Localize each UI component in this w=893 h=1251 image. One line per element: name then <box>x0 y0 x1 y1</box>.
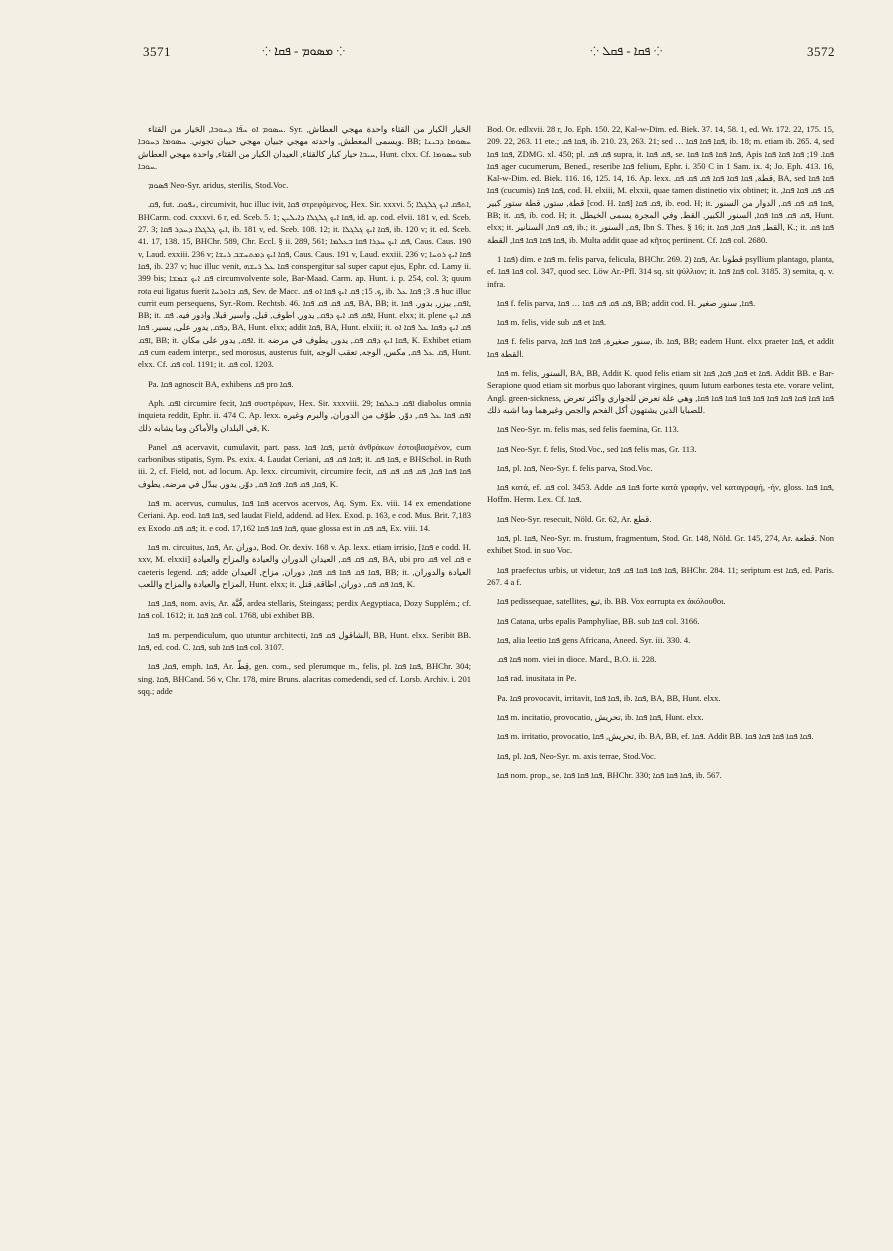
dictionary-entry: ܦܩܐ f. felis parva, سنور صغيرة, ܦܩܐ ܦܩܐ ܦܩܐ, ib. ܦܩܐ, BB; eadem Hunt. elxx praeter ܦܩܐ, et addit القطة ܦܩܐ. <box>487 336 834 359</box>
dictionary-entry: Bod. Or. edlxvii. 28 r, Jo. Eph. 150. 22, Kal-w-Dim. ed. Biek. 37. 14, 58. 1, ed. Wr. 172. 22, 175. 15, 209. 22, 263. 11 ete.; ܦܩܐ ܦܩ, ib. 210. 23, 263. 21; sed … ܦܩܐ ܦܩܐ ܦܩܐ, ib. 18; m. etiam ib. 265. 4, sed ܦܩܐ ܦܩܐ, ZDMG. xl. 450; pl. ܦܩ ܦܩ supra, it. ܦܩ ܦܩܐ, se. ܦܩܐ ܦܩܐ ܦܩܐ ܦܩܐ, Apis ܦܩܐ. 19; ܦܩܐ ܦܩܐ ܦܩܐ ܦܩܐ ager cucumerum, Bened., reseribe ܦܩܐ felium, Ephr. i. 350 C in 1 Sam. ix. 4; Jo. Eph. 413. 16, Kal-w-Dim. ed. Biek. 116. 16, 125. 14, 16. Ap. lexx. قطة, ܦܩܐ ܦܩܐ ܦܩܐ ܦܩ ܦܩ ܦܩ, BA, sed ܦܩܐ ܦܩܐ ܦܩܐ (cucumis) ܦܩܐ ܦܩܐ, cod. H. elxiii, M. elxxii, quae tamen distinetio vix obtinet; it. ܦܩ ܦܩ ܦܩܐ ܦܩܐ, قطة, ستور, قطة ستور كبير [cod. H. ܦܩܐ] ܦܩ ܦܩܐ, ib. eod. H; it. ܦܩܐ ܦܩ ܦܩ ܦܩ, الدوار من السنور, BB; it. ܦܩ, ib. cod. H; it. ܦܩ ܦܩ ܦܩܐ ܦܩܐ, السنور الكبير, القط, وفي المجرة يسمى الخيطل, Hunt. elxx; it. ܦܩ ܦܩܐ, السنانير, ib.; it. ܦܩ, السنور, Ibn S. Thes. § 16; it. القط, ܦܩܐ, ܦܩܐ, ܦܩܐ, K.; it. ܦܩܐ ܦܩ ܦܩܐ ܦܩܐ ܦܩܐ ܦܩܐ, القطة, ib. Multa addit quae ad κῆτος pertinent. Cf. ܦܩܐ col. 2680. <box>487 124 834 245</box>
dictionary-entry: Pa. ܦܩܐ agnoscit BA, exhibens ܦܩ pro ܦܩܐ. <box>148 378 294 389</box>
left-column <box>138 123 471 1233</box>
dictionary-entry: ܦܩܐ m. circuitus, ܦܩܐ, Ar. دوران, Bod. Or. dexiv. 168 v. Ap. lexx. etiam irrisio, [ܦܩܐ e codd. H. xxv, M. elxxii] ܦܩ ܦܩ ܦܩ, العيدان الدوران والعيادة والمزاح والعيادة, BA, ubi pro ܦܩ vel ܦܩ e caeteris legend. ܦܩ; adde ܦܩܐ ܦܩ ܦܩܐ ܦܩ ܦܩܐ, دوران, مزاح, العيدان, BB; it. العيادة والدوران, المزاح والعيادة والمزاح واللعب, Hunt. elxx; it. ܦܩܐ ܦܩ ܦܩ, دوران, اطاقة, قتل, K. <box>138 541 471 589</box>
right-column <box>487 123 834 1233</box>
dictionary-entry: ܦܩܐ m. felis, السنور, BA, BB, Addit K. quod felis etiam sit ܦܩܐ, ܦܩܐ, ܦܩܐ et ܦܩܐ. Addit BB. e Bar-Serapione quod etiam sit morbus quo laborant virgines, quum lutum earbones testa ete. vorare velint, Angl. green-sickness, ܦܩܐ ܦܩܐ ܦܩܐ ܦܩܐ ܦܩܐ ܦܩܐ ܦܩܐ ܦܩܐ ܦܩܐ ܦܩܐ, وهي علة تعرض للجواري واكثر تعرض للصبايا الذين يشتهون أكل الفحم والجص وغيرهما وما اشبه ذلك. <box>487 368 834 415</box>
dictionary-entry: ܦܩܐ rad. inusitata in Pe. <box>497 673 577 684</box>
dictionary-entry: ܦܣܘܡ Neo-Syr. aridus, sterilis, Stod.Voc. <box>148 180 289 191</box>
dictionary-entry: ܦܩܐ m. irritatio, provocatio, تحريش, ܦܩܐ, ib. BA, BB, ef. ܦܩܐ. Addit BB. ܦܩܐ ܦܩܐ ܦܩܐ ܦܩܐ ܦܩܐ. <box>497 731 814 742</box>
dictionary-entry: ܦܩܐ nom. prop., se. ܦܩܐ ܦܩܐ ܦܩܐ, BHChr. 330; ܦܩܐ ܦܩܐ ܦܩܐ, ib. 567. <box>497 769 722 780</box>
dictionary-entry: ܦܩܐ m. incitatio, provocatio, تحريش, ib. ܦܩܐ ܦܩܐ, Hunt. elxx. <box>497 711 704 722</box>
page-header <box>0 44 893 72</box>
dictionary-entry: Pa. ܦܩܐ provocavit, irritavit, ܦܩܐ ܦܩܐ, ib. ܦܩܐ, BA, BB, Hunt. elxx. <box>497 692 721 703</box>
dictionary-entry: ܦܩܐ 1) dim. e ܦܩܐ m. felis parva, felicula, BHChr. 269. 2) ܦܩܐ, Ar. قطونا psyllium plantago, planta, ef. ܦܩܐ ܦܩܐ col. 347, quod sec. Löw Ar.-Pfl. 314 sq. sit ψύλλιον; it. ܦܩܐ ܦܩܐ col. 3185. 3) semita, q. v. infra. <box>487 253 834 289</box>
dictionary-entry: ܦܩ, fut. ܢܦܘܩ, circumivit, huc illuc ivit, ܦܩܐ στρεφόμενος, Hex. Sir. xxxvi. 5; ܐܬܦܩ ܐܝܟ ܓܠܓܠܐ, BHCarm. cod. cxxxvi. 6 r, ed. Sceb. 5. 1; ܦܩܐ ܐܝܟ ܓܠܓܠܐ ܕܐܝܠܝܢ, id. ap. cod. elvii. 181 v, ed. Sceb. 27. 3; ܐܝܟ ܓܠܓܠܐ ܕܚܕܪ ܦܩܐ, ib. 181 v, ed. Sceb. 108. 12; it. ܦܩܐ ܐܝܟ ܓܠܓܠܐ, ib. 120 v; it. ed. Sceb. 41. 17, 138. 15, BHChr. 589, Chr. Eccl. § ii. 289, 561; ܦܩ ܐܝܟ ܚܕܪܐ ܦܩܐ ܒܥܠܡܐ, Caus. Caus. 190 v, Laud. exxiii. 236 v; ܦܩܐ ܐܝܟ ܕܡܬܚܫܒ ܪܝܫܐ, Caus. Caus. 191 v, Laud. exxiii. 236 v; ܦܩܐ ܐܝܟ ܪܘܚܐ ܦܩܐ, ib. 237 v; huc illuc venit, ܦܩܐ ܥܠ ܪܝܫܗ conspergitur sal super caput ejus, Ephr. cd. Lamy ii. 399 bis; ܦܩ ܐܝܟ ܫܡܫܐ circumvolvente sole, Bar-Maad. Carm. ap. Hunt. i. p. 254, col. 3; quum rota eui ligatus fuerit ܦܩ ܒܐܘܪܚܐ, Sev. de Macc. ܟ. 15; ܦܩ ܐܝܟ ܦܩܐ ܐܘ ܦܩ, ib. ܦ. 3; ܦܩܐ ܥܠ huc illuc currit eum persequens, Syr.-Rom. Rechtsb. 46. ܦܩ ܦܩ ܦܩ ܦܩܐ, BA, BB; it. ܐܦܩ, بيزر, بدور. ܦܩܐ, BB; it. ܐܦܩ ܦܩ ܐܝܟ ܕܦܩ, يدور, اطوف, قبل, واسير قبلا, وادور فيه. ܦܩ, Hunt. elxx; it. plene ܦܩ ܐܝܟ ܕܦܩ, يدور على, يسير. ܦܩܐ, BA, Hunt. elxx; addit ܦܩܐ, BA, Hunt. elxiii; it. ܦܩ ܐܝܟ ܕܦܩܐ ܥܠ ܦܩܐ ܐܘ ܐܦܩ, BB; it. ܐܦܩ, يدور على مكان. it. ܦܩܐ ܐܝܟ ܕܦܩ ܦܩ, يدور, يطوف في مرضه, K. Exhibet etiam ܦܩ cum eadem interpr., sed morosus, austerus fuit, ܦܩ ܥܠ ܦܩ, مكس, الوجه, تعقب الوجه, Hunt. elxx. Cf. ܦܩ col. 1191; it. ܦܩ col. 1203. <box>138 199 471 370</box>
dictionary-entry: ܦܩܐ praefectus urbis, ut videtur, ܦܩܐ ܦܩܐ ܦܩܐ ܦܩ ܦܩܐ, BHChr. 284. 11; seriptum est ܦܩܐ, ed. Paris. 267. 4 a f. <box>487 564 834 587</box>
dictionary-entry: ܦܩܐ Catana, urbs epalis Pamphyliae, BB. sub ܦܩܐ col. 3166. <box>497 615 700 626</box>
page-number-left: 3571 <box>143 44 171 59</box>
dictionary-entry: ܦܩܐ κατά, ef. ܦܩ col. 3453. Adde ܦܩܐ ܦܩ forte κατὰ γραφήν, vel καταγραφή, -ήν, gloss. ܦܩܐ ܦܩܐ, Hoffm. Herm. Lex. Cf. ܦܩܐ. <box>487 482 834 505</box>
running-head-left: ⁘ ܡܣܘܡ - ܦܩܐ ⁘ <box>262 44 346 58</box>
dictionary-entry: ܦܩܐ ܦܩ nom. viei in dioce. Mard., B.O. ii. 228. <box>497 654 657 665</box>
dictionary-entry: ܚܣܘܡ ܐܘ ܚܦ̈ܐ ܕܚܘܒܐ, الحَيار من القثاء. Syr. الحَيار الكبار من القثاء واحدة مهجي العطاش, ويسمى المعطش, واحدته مهجي جبيان مهجي حبيان تجوني. ܚܣܘܡܐ ܕܚܘܒܐ. BB; ܚܣܘܡܐ ܕܒܝܢܐ ܚܝܒܐ حيار كبار كالقثاء, العيدان الكبار من القثاء, واحدة مهجي العطاش, Hunt. clxx. Cf. ܚܣܘܡܐ sub ܚܘܒܐ. <box>138 124 471 171</box>
dictionary-entry: ܦܩܐ m. felis, vide sub ܦܩ et ܦܩܐ. <box>497 317 607 328</box>
dictionary-entry: ܦܩܐ Neo-Syr. m. felis mas, sed felis faemina, Gr. 113. <box>497 424 679 435</box>
dictionary-entry: ܦܩܐ, alia leetio ܦܩܐ gens Africana, Aneed. Syr. iii. 330. 4. <box>497 634 691 645</box>
dictionary-entry: ܦܩܐ Neo-Syr. resecuit, Nöld. Gr. 62, Ar. قطع. <box>497 513 652 524</box>
dictionary-entry: ܦܩܐ Neo-Syr. f. felis, Stod.Voc., sed ܦܩܐ felis mas, Gr. 113. <box>497 443 697 454</box>
page-number-right: 3572 <box>807 44 835 59</box>
dictionary-entry: ܦܩܐ pedissequae, satellites, تبع, ib. BB. Vox eorrupta ex ἀκόλουθοι. <box>497 596 726 607</box>
dictionary-entry: ܦܩܐ m. perpendiculum, quo utuntur architecti, الشاقول ܦܩ ܦܩܐ, BB, Hunt. elxx. Seribit BB. ܦܩܐ, ed. cod. C. ܦܩܐ, sub ܦܩܐ ܦܩܐ col. 3107. <box>138 629 471 652</box>
dictionary-entry: Aph. ܐܦܩ circumire fecit, ܦܩܐ συστρέφων, Hex. Sir. xxxviii. 29; ܐܦܩ ܒܥܠܡܐ diabolus omnia inquieta reddit, Ephr. ii. 474 C. Ap. lexx. ܐܦܩ ܦܩܐ ܥܠ ܦܩ, دوّر, طوّف من الدوران, والبرم وغيره في البلدان والأماكن وما يشابه ذلك, K. <box>138 397 471 433</box>
dictionary-entry: ܦܩܐ f. felis parva, ܦܩ ܦܩ ܦܩ ܦܩܐ … ܦܩܐ, BB; addit cod. H. ܦܩܐ, سنور صغير. <box>497 297 756 308</box>
dictionary-entry: ܦܩܐ m. acervus, cumulus, ܦܩܐ ܦܩܐ acervos acervos, Aq. Sym. Ex. viii. 14 ex emendatione Ceriani. Ap. eod. ܦܩܐ ܦܩܐ, sed laudat Field, addend. ad Hex. Exod. p. 163, e cod. Mus. Brit. 7,183 ex Exodo ܦܩ ܦܩ; it. e cod. 17,162 ܦܩܐ ܦܩܐ ܦܩܐ, quae glossa est in ܦܩ ܦܩ, Ex. viii. 14. <box>138 498 471 533</box>
dictionary-entry: ܦܩܐ, pl. ܦܩܐ, Neo-Syr. m. axis terrae, Stod.Voc. <box>497 750 656 761</box>
dictionary-entry: ܦܩܐ, pl. ܦܩܐ, Neo-Syr. m. frustum, fragmentum, Stod. Gr. 148, Nöld. Gr. 145, 274, Ar. قطعة. Non exhibet Stod. in suo Voc. <box>487 533 834 556</box>
running-head-right: ⁘ ܦܩܐ - ܦܩܠ ⁘ <box>590 44 663 58</box>
dictionary-entry: Panel ܦܩ acervavit, cumulavit, part. pass. ܦܩܐ ܦܩܐ, μετὰ ἀνθράκων ἐστοιβασμένον, cum carbonibus stipatis, Sym. Ps. exix. 4. Laudat Ceriani, ܦܩܐ ܦܩ ܦܩ; it. ܦܩܐ ܦܩ, e BHSchol. in Ruth iii. 2, cf. Field, not. ad locum. Ap. lexx. circumivit, circumire fecit, ܦܩܐ ܦܩܐ ܦܩܐ, ܦܩ ܦܩ ܦܩ ܦܩ ܦܩܐ, ܦܩ ܦܩܐ. ܦܩܐ ܦܩ, دوّر, يدور, يبدّل في مرضه, يطوف, K. <box>138 441 471 489</box>
dictionary-entry: ܦܩܐ, ܦܩܐ, emph. ܦܩܐ, Ar. قِطّ, gen. com., sed plerumque m., felis, pl. ܦܩܐ ܦܩܐ, BHChr. 304; sing. ܦܩܐ, BHCand. 56 v, Chr. 178, mire Bruns. alacritas comedendi, sed cf. Lorsb. Archiv. i. 201 sqq.; adde <box>138 661 471 696</box>
dictionary-entry: ܦܩܐ, pl. ܦܩܐ, Neo-Syr. f. felis parva, Stod.Voc. <box>497 462 653 473</box>
dictionary-entry: ܦܩܐ, ܦܩܐ, nom. avis, Ar. قُبَّة, ardea stellaris, Steingass; perdix Aegyptiaca, Dozy Supplém.; cf. ܦܩܐ col. 1612; it. ܦܩܐ ܦܩܐ col. 1768, ubi exhibet BB. <box>138 598 471 621</box>
